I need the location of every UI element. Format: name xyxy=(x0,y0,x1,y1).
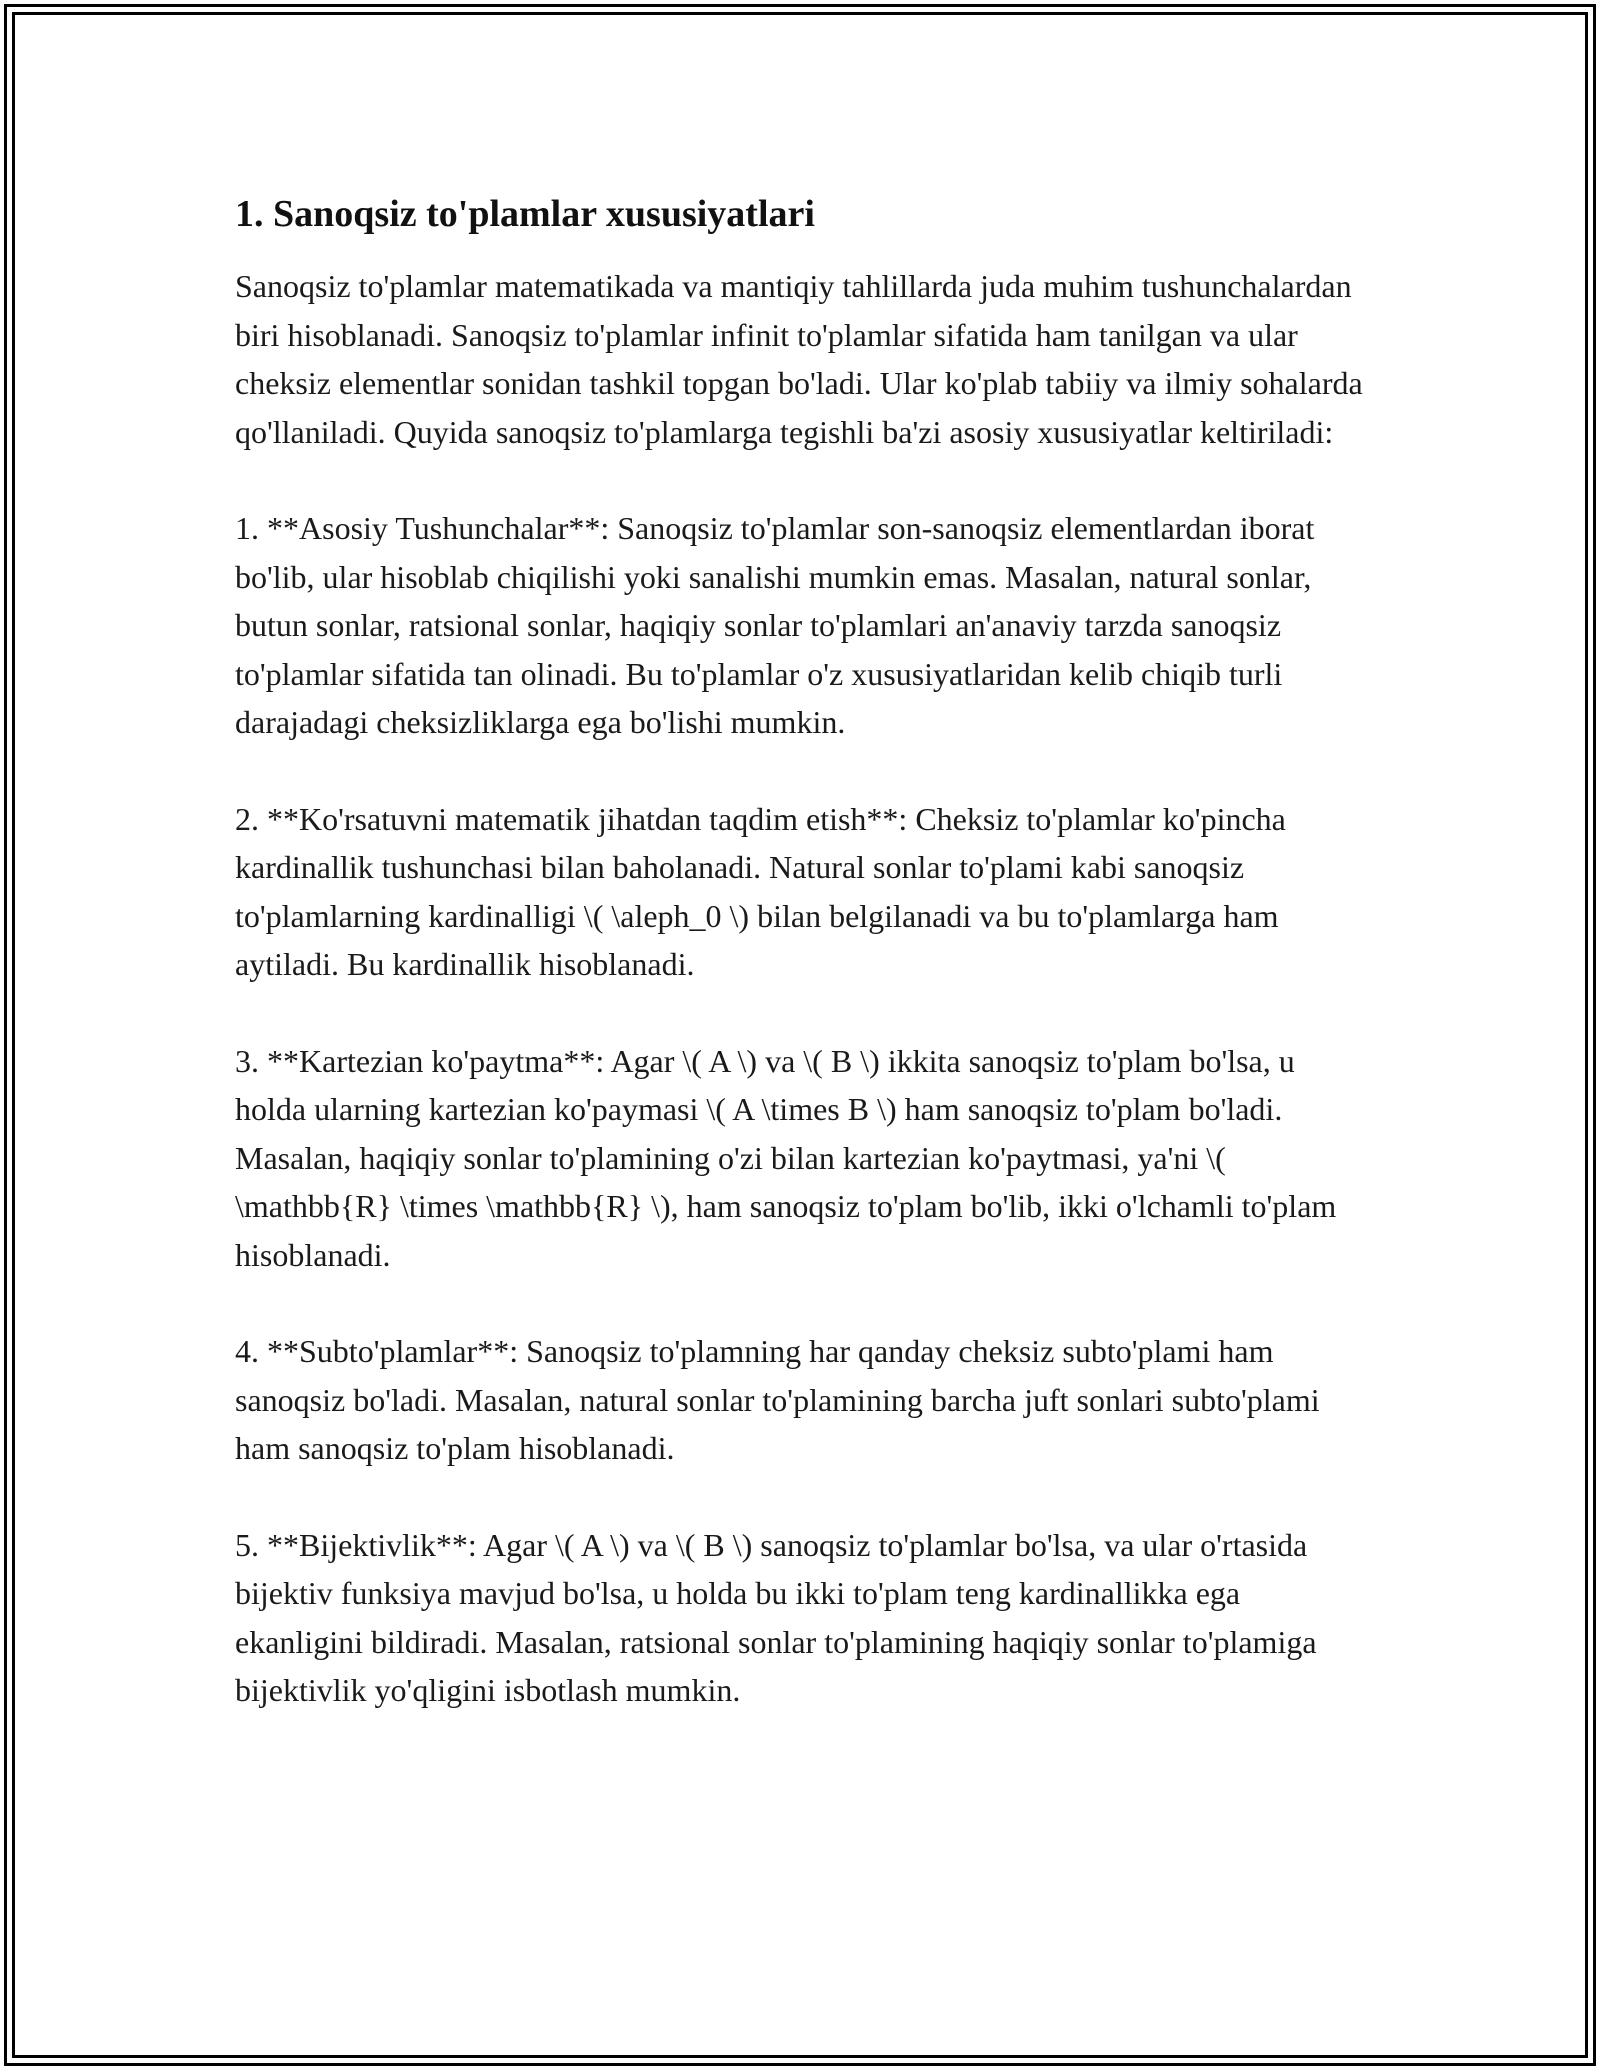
list-item-kartezian-kopaytma: 3. **Kartezian ko'paytma**: Agar \( A \) va \( B \) ikkita sanoqsiz to'plam bo'lsa, u holda ularning kartezian ko'paymasi \( A \times B \) ham sanoqsiz to'plam bo'ladi. Masalan, haqiqiy sonlar to'plamining o'zi bilan kartezian ko'paytmasi, ya'ni \( \mathbb{R} \times \mathbb{R} \), ham sanoqsiz to'plam bo'lib, ikki o'lchamli to'plam hisoblanadi. xyxy=(235,1042,1337,1273)
intro-paragraph: Sanoqsiz to'plamlar matematikada va mantiqiy tahlillarda juda muhim tushunchalardan biri hisoblanadi. Sanoqsiz to'plamlar infinit to'plamlar sifatida ham tanilgan va ular cheksiz elementlar sonidan tashkil topgan bo'ladi. Ular ko'plab tabiiy va ilmiy sohalarda qo'llaniladi. Quyida sanoqsiz to'plamlarga tegishli ba'zi asosiy xususiyatlar keltiriladi: xyxy=(235,268,1363,450)
list-item-subtoplamlar: 4. **Subto'plamlar**: Sanoqsiz to'plamning har qanday cheksiz subto'plami ham sanoqsiz bo'ladi. Masalan, natural sonlar to'plamining barcha juft sonlari subto'plami ham sanoqsiz to'plam hisoblanadi. xyxy=(235,1333,1320,1466)
list-item-asosiy-tushunchalar: 1. **Asosiy Tushunchalar**: Sanoqsiz to'plamlar son-sanoqsiz elementlardan iborat bo'lib, ular hisoblab chiqilishi yoki sanalishi mumkin emas. Masalan, natural sonlar, butun sonlar, ratsional sonlar, haqiqiy sonlar to'plamlari an'anaviy tarzda sanoqsiz to'plamlar sifatida tan olinadi. Bu to'plamlar o'z xususiyatlaridan kelib chiqib turli darajadagi cheksizliklarga ega bo'lishi mumkin. xyxy=(235,510,1315,740)
section-heading: 1. Sanoqsiz to'plamlar xususiyatlari xyxy=(235,193,815,235)
document-body xyxy=(235,186,1365,1763)
list-item-korsatuvni: 2. **Ko'rsatuvni matematik jihatdan taqdim etish**: Cheksiz to'plamlar ko'pincha kardinallik tushunchasi bilan baholanadi. Natural sonlar to'plami kabi sanoqsiz to'plamlarning kardinalligi \( \aleph_0 \) bilan belgilanadi va bu to'plamlarga ham aytiladi. Bu kardinallik hisoblanadi. xyxy=(235,800,1286,982)
list-item-bijektivlik: 5. **Bijektivlik**: Agar \( A \) va \( B \) sanoqsiz to'plamlar bo'lsa, va ular o'rtasida bijektiv funksiya mavjud bo'lsa, u holda bu ikki to'plam teng kardinallikka ega ekanligini bildiradi. Masalan, ratsional sonlar to'plamining haqiqiy sonlar to'plamiga bijektivlik yo'qligini isbotlash mumkin. xyxy=(235,1526,1317,1708)
